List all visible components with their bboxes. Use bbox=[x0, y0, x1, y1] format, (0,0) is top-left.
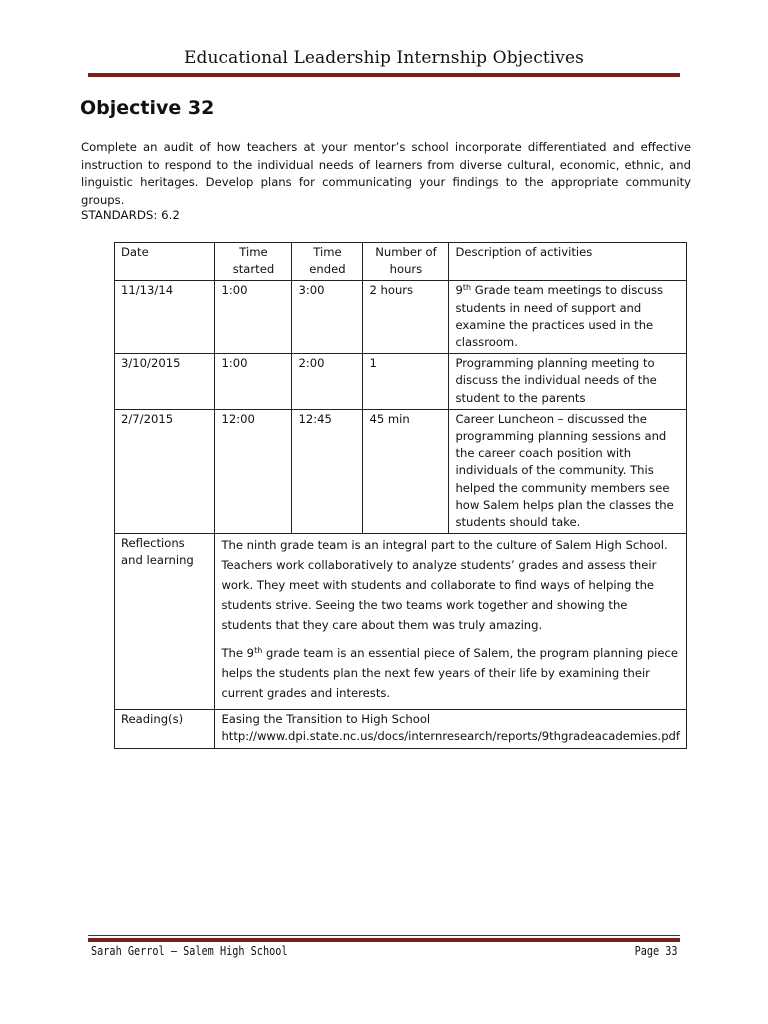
footer-page-number: Page 33 bbox=[635, 944, 678, 958]
header-rule bbox=[88, 73, 680, 77]
reflections-paragraph-2 bbox=[221, 643, 680, 703]
table-row bbox=[115, 409, 687, 533]
table-header-row bbox=[115, 243, 687, 281]
header-description: Description of activities bbox=[449, 243, 687, 281]
row-hours: 1 bbox=[363, 354, 449, 410]
row-date: 11/13/14 bbox=[115, 281, 215, 354]
objective-description: Complete an audit of how teachers at your mentor’s school incorporate differentiated and effective instruction to respond to the individual needs of learners from diverse cultural, economic, ethnic, and linguistic heritages. Develop plans for communicating your findings to the appropriate community groups. bbox=[81, 140, 691, 207]
reflections-label: Reflections and learning bbox=[115, 534, 215, 710]
readings-content bbox=[215, 710, 687, 748]
reflections-p2-prefix: The 9 bbox=[221, 646, 255, 661]
row-description: Career Luncheon – discussed the programming planning sessions and the career coach position with individuals of the community. This helped the community members see how Salem helps plan the classes the students should take. bbox=[449, 409, 687, 533]
row-description bbox=[449, 281, 687, 354]
reflections-p2-rest: grade team is an essential piece of Salem, the program planning piece helps the students plan the next few years of their life by examining their current grades and interests. bbox=[221, 646, 679, 701]
readings-label: Reading(s) bbox=[115, 710, 215, 748]
footer-rule-thin bbox=[88, 935, 680, 936]
footer-author: Sarah Gerrol – Salem High School bbox=[91, 944, 288, 958]
row-start: 1:00 bbox=[215, 281, 292, 354]
reflections-row bbox=[115, 534, 687, 710]
row-end: 3:00 bbox=[292, 281, 363, 354]
row-description-rest: Grade team meetings to discuss students in need of support and examine the practices used in the classroom. bbox=[455, 283, 664, 350]
header-time-ended: Time ended bbox=[292, 243, 363, 281]
reflections-p2-sup: th bbox=[254, 646, 263, 656]
reflections-paragraph-1: The ninth grade team is an integral part to the culture of Salem High School. Teachers work collaboratively to analyze students’ grades and assess their work. They meet with students and collaborate to find ways of helping the students strive. Seeing the two teams work together and showing the students that they care about them was truly amazing. bbox=[221, 538, 668, 633]
reading-title: Easing the Transition to High School bbox=[221, 712, 431, 727]
header-time-started: Time started bbox=[215, 243, 292, 281]
objective-heading: Objective 32 bbox=[80, 97, 215, 119]
row-start: 12:00 bbox=[215, 409, 292, 533]
row-description-num: 9 bbox=[455, 283, 463, 298]
row-date: 3/10/2015 bbox=[115, 354, 215, 410]
readings-row bbox=[115, 710, 687, 748]
header-date: Date bbox=[115, 243, 215, 281]
footer-rule-thick bbox=[88, 938, 680, 942]
row-description-sup: th bbox=[462, 283, 472, 293]
header-title: Educational Leadership Internship Objectives bbox=[183, 48, 585, 68]
row-end: 2:00 bbox=[292, 354, 363, 410]
table-row bbox=[115, 281, 687, 354]
header-hours: Number of hours bbox=[363, 243, 449, 281]
standards-label: STANDARDS: 6.2 bbox=[81, 208, 180, 222]
row-end: 12:45 bbox=[292, 409, 363, 533]
row-description: Programming planning meeting to discuss the individual needs of the student to the parents bbox=[449, 354, 687, 410]
activities-table bbox=[114, 242, 687, 749]
table-row bbox=[115, 354, 687, 410]
row-date: 2/7/2015 bbox=[115, 409, 215, 533]
row-hours: 45 min bbox=[363, 409, 449, 533]
row-hours: 2 hours bbox=[363, 281, 449, 354]
row-start: 1:00 bbox=[215, 354, 292, 410]
reflections-content bbox=[215, 534, 687, 710]
reading-url[interactable]: http://www.dpi.state.nc.us/docs/internresearch/reports/9thgradeacademies.pdf bbox=[221, 729, 680, 744]
